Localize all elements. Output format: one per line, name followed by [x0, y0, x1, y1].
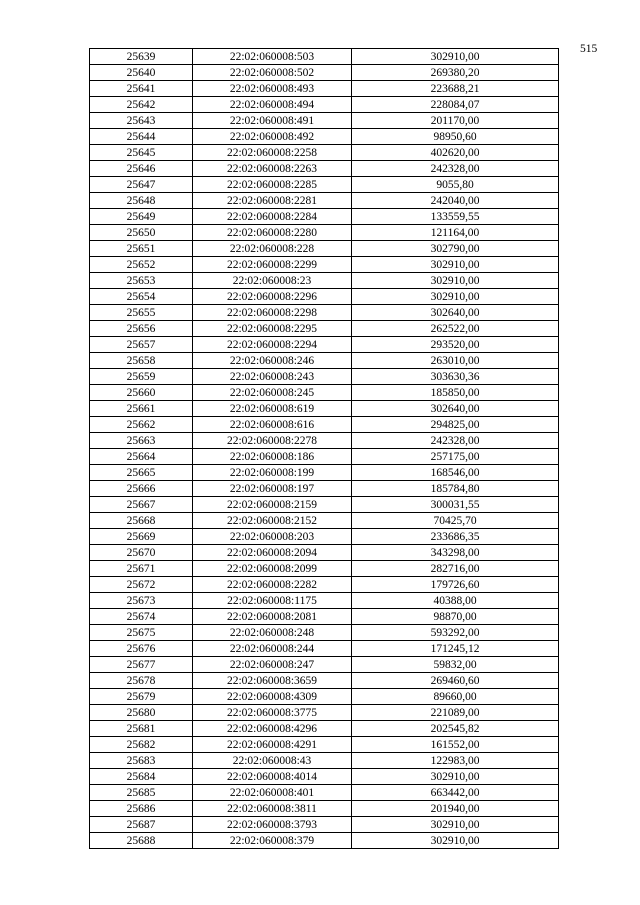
cadastral-number-cell: 22:02:060008:4309 — [193, 689, 352, 705]
table-row — [90, 113, 559, 129]
page-number: 515 — [580, 43, 598, 55]
row-number-cell: 25640 — [90, 65, 193, 81]
cadastral-value-cell: 201940,00 — [352, 801, 559, 817]
cadastral-value-cell: 89660,00 — [352, 689, 559, 705]
row-number-cell: 25647 — [90, 177, 193, 193]
row-number-cell: 25670 — [90, 545, 193, 561]
cadastral-number-cell: 22:02:060008:23 — [193, 273, 352, 289]
table-row — [90, 369, 559, 385]
cadastral-number-cell: 22:02:060008:228 — [193, 241, 352, 257]
cadastral-number-cell: 22:02:060008:186 — [193, 449, 352, 465]
table-row — [90, 193, 559, 209]
cadastral-value-cell: 179726,60 — [352, 577, 559, 593]
row-number-cell: 25685 — [90, 785, 193, 801]
table-row — [90, 401, 559, 417]
row-number-cell: 25667 — [90, 497, 193, 513]
row-number-cell: 25677 — [90, 657, 193, 673]
table-row — [90, 753, 559, 769]
table-row — [90, 481, 559, 497]
row-number-cell: 25666 — [90, 481, 193, 497]
row-number-cell: 25641 — [90, 81, 193, 97]
row-number-cell: 25644 — [90, 129, 193, 145]
table-row — [90, 625, 559, 641]
row-number-cell: 25651 — [90, 241, 193, 257]
cadastral-value-cell: 242040,00 — [352, 193, 559, 209]
table-row — [90, 769, 559, 785]
row-number-cell: 25648 — [90, 193, 193, 209]
cadastral-number-cell: 22:02:060008:2294 — [193, 337, 352, 353]
cadastral-value-cell: 70425,70 — [352, 513, 559, 529]
table-row — [90, 225, 559, 241]
row-number-cell: 25653 — [90, 273, 193, 289]
table-row — [90, 49, 559, 65]
row-number-cell: 25678 — [90, 673, 193, 689]
row-number-cell: 25668 — [90, 513, 193, 529]
row-number-cell: 25679 — [90, 689, 193, 705]
cadastral-number-cell: 22:02:060008:2152 — [193, 513, 352, 529]
row-number-cell: 25658 — [90, 353, 193, 369]
row-number-cell: 25639 — [90, 49, 193, 65]
row-number-cell: 25652 — [90, 257, 193, 273]
cadastral-value-cell: 300031,55 — [352, 497, 559, 513]
table-row — [90, 241, 559, 257]
table-row — [90, 801, 559, 817]
cadastral-number-cell: 22:02:060008:2299 — [193, 257, 352, 273]
row-number-cell: 25663 — [90, 433, 193, 449]
cadastral-value-cell: 201170,00 — [352, 113, 559, 129]
cadastral-value-cell: 402620,00 — [352, 145, 559, 161]
row-number-cell: 25661 — [90, 401, 193, 417]
cadastral-value-cell: 282716,00 — [352, 561, 559, 577]
cadastral-number-cell: 22:02:060008:379 — [193, 833, 352, 849]
row-number-cell: 25671 — [90, 561, 193, 577]
table-row — [90, 561, 559, 577]
cadastral-value-cell: 593292,00 — [352, 625, 559, 641]
row-number-cell: 25672 — [90, 577, 193, 593]
cadastral-number-cell: 22:02:060008:3659 — [193, 673, 352, 689]
cadastral-number-cell: 22:02:060008:2159 — [193, 497, 352, 513]
cadastral-number-cell: 22:02:060008:2285 — [193, 177, 352, 193]
cadastral-value-cell: 302910,00 — [352, 49, 559, 65]
table-row — [90, 321, 559, 337]
cadastral-number-cell: 22:02:060008:2263 — [193, 161, 352, 177]
row-number-cell: 25650 — [90, 225, 193, 241]
table-row — [90, 129, 559, 145]
row-number-cell: 25688 — [90, 833, 193, 849]
cadastral-value-cell: 98870,00 — [352, 609, 559, 625]
row-number-cell: 25662 — [90, 417, 193, 433]
cadastral-value-cell: 133559,55 — [352, 209, 559, 225]
cadastral-number-cell: 22:02:060008:246 — [193, 353, 352, 369]
cadastral-value-cell: 233686,35 — [352, 529, 559, 545]
table-row — [90, 609, 559, 625]
row-number-cell: 25656 — [90, 321, 193, 337]
row-number-cell: 25681 — [90, 721, 193, 737]
table-row — [90, 529, 559, 545]
table-row — [90, 65, 559, 81]
cadastral-number-cell: 22:02:060008:2081 — [193, 609, 352, 625]
row-number-cell: 25645 — [90, 145, 193, 161]
table-row — [90, 737, 559, 753]
cadastral-number-cell: 22:02:060008:491 — [193, 113, 352, 129]
row-number-cell: 25657 — [90, 337, 193, 353]
table-row — [90, 433, 559, 449]
cadastral-value-cell: 294825,00 — [352, 417, 559, 433]
cadastral-value-cell: 269460,60 — [352, 673, 559, 689]
row-number-cell: 25686 — [90, 801, 193, 817]
row-number-cell: 25683 — [90, 753, 193, 769]
cadastral-number-cell: 22:02:060008:248 — [193, 625, 352, 641]
cadastral-number-cell: 22:02:060008:401 — [193, 785, 352, 801]
table-row — [90, 273, 559, 289]
table-row — [90, 209, 559, 225]
table-row — [90, 289, 559, 305]
row-number-cell: 25642 — [90, 97, 193, 113]
cadastral-number-cell: 22:02:060008:4014 — [193, 769, 352, 785]
cadastral-number-cell: 22:02:060008:494 — [193, 97, 352, 113]
cadastral-number-cell: 22:02:060008:3775 — [193, 705, 352, 721]
table-row — [90, 337, 559, 353]
table-row — [90, 785, 559, 801]
cadastral-number-cell: 22:02:060008:199 — [193, 465, 352, 481]
cadastral-value-cell: 269380,20 — [352, 65, 559, 81]
table-row — [90, 257, 559, 273]
row-number-cell: 25684 — [90, 769, 193, 785]
row-number-cell: 25643 — [90, 113, 193, 129]
cadastral-number-cell: 22:02:060008:2281 — [193, 193, 352, 209]
cadastral-number-cell: 22:02:060008:245 — [193, 385, 352, 401]
cadastral-value-cell: 302910,00 — [352, 769, 559, 785]
cadastral-number-cell: 22:02:060008:3793 — [193, 817, 352, 833]
cadastral-value-cell: 293520,00 — [352, 337, 559, 353]
cadastral-value-cell: 302790,00 — [352, 241, 559, 257]
cadastral-number-cell: 22:02:060008:43 — [193, 753, 352, 769]
cadastral-number-cell: 22:02:060008:503 — [193, 49, 352, 65]
cadastral-number-cell: 22:02:060008:2258 — [193, 145, 352, 161]
cadastral-number-cell: 22:02:060008:2280 — [193, 225, 352, 241]
row-number-cell: 25659 — [90, 369, 193, 385]
cadastral-number-cell: 22:02:060008:2282 — [193, 577, 352, 593]
row-number-cell: 25655 — [90, 305, 193, 321]
row-number-cell: 25646 — [90, 161, 193, 177]
table-row — [90, 673, 559, 689]
row-number-cell: 25649 — [90, 209, 193, 225]
cadastral-number-cell: 22:02:060008:2295 — [193, 321, 352, 337]
cadastral-number-cell: 22:02:060008:2298 — [193, 305, 352, 321]
table-row — [90, 385, 559, 401]
cadastral-value-cell: 663442,00 — [352, 785, 559, 801]
cadastral-value-cell: 302640,00 — [352, 401, 559, 417]
cadastral-number-cell: 22:02:060008:2094 — [193, 545, 352, 561]
table-row — [90, 177, 559, 193]
cadastral-value-cell: 242328,00 — [352, 161, 559, 177]
cadastral-number-cell: 22:02:060008:616 — [193, 417, 352, 433]
row-number-cell: 25680 — [90, 705, 193, 721]
table-row — [90, 465, 559, 481]
cadastral-value-cell: 185850,00 — [352, 385, 559, 401]
cadastral-value-cell: 262522,00 — [352, 321, 559, 337]
row-number-cell: 25676 — [90, 641, 193, 657]
table-row — [90, 161, 559, 177]
table-row — [90, 417, 559, 433]
cadastral-number-cell: 22:02:060008:2099 — [193, 561, 352, 577]
row-number-cell: 25673 — [90, 593, 193, 609]
row-number-cell: 25664 — [90, 449, 193, 465]
row-number-cell: 25675 — [90, 625, 193, 641]
row-number-cell: 25682 — [90, 737, 193, 753]
cadastral-value-cell: 302910,00 — [352, 273, 559, 289]
table-body — [90, 49, 559, 849]
table-row — [90, 513, 559, 529]
cadastral-value-cell: 171245,12 — [352, 641, 559, 657]
cadastral-value-cell: 228084,07 — [352, 97, 559, 113]
table-row — [90, 817, 559, 833]
cadastral-value-cell: 302910,00 — [352, 817, 559, 833]
table-row — [90, 97, 559, 113]
row-number-cell: 25660 — [90, 385, 193, 401]
cadastral-number-cell: 22:02:060008:2296 — [193, 289, 352, 305]
table-row — [90, 305, 559, 321]
table-row — [90, 721, 559, 737]
cadastral-value-cell: 40388,00 — [352, 593, 559, 609]
cadastral-value-cell: 303630,36 — [352, 369, 559, 385]
table-row — [90, 145, 559, 161]
cadastral-value-cell: 302640,00 — [352, 305, 559, 321]
cadastral-value-cell: 302910,00 — [352, 833, 559, 849]
table-row — [90, 689, 559, 705]
row-number-cell: 25674 — [90, 609, 193, 625]
cadastral-value-cell: 343298,00 — [352, 545, 559, 561]
cadastral-value-table — [89, 48, 559, 849]
cadastral-number-cell: 22:02:060008:203 — [193, 529, 352, 545]
cadastral-number-cell: 22:02:060008:247 — [193, 657, 352, 673]
table-row — [90, 705, 559, 721]
cadastral-value-cell: 242328,00 — [352, 433, 559, 449]
row-number-cell: 25665 — [90, 465, 193, 481]
cadastral-value-cell: 221089,00 — [352, 705, 559, 721]
cadastral-value-cell: 263010,00 — [352, 353, 559, 369]
cadastral-number-cell: 22:02:060008:619 — [193, 401, 352, 417]
cadastral-number-cell: 22:02:060008:197 — [193, 481, 352, 497]
table-row — [90, 449, 559, 465]
row-number-cell: 25654 — [90, 289, 193, 305]
table-row — [90, 577, 559, 593]
cadastral-value-cell: 302910,00 — [352, 257, 559, 273]
table-row — [90, 641, 559, 657]
cadastral-value-cell: 122983,00 — [352, 753, 559, 769]
cadastral-number-cell: 22:02:060008:1175 — [193, 593, 352, 609]
cadastral-value-cell: 161552,00 — [352, 737, 559, 753]
table-row — [90, 593, 559, 609]
cadastral-value-cell: 302910,00 — [352, 289, 559, 305]
table-row — [90, 81, 559, 97]
cadastral-number-cell: 22:02:060008:492 — [193, 129, 352, 145]
cadastral-value-cell: 257175,00 — [352, 449, 559, 465]
table-row — [90, 657, 559, 673]
table-row — [90, 833, 559, 849]
cadastral-number-cell: 22:02:060008:4291 — [193, 737, 352, 753]
cadastral-value-cell: 121164,00 — [352, 225, 559, 241]
cadastral-value-cell: 59832,00 — [352, 657, 559, 673]
cadastral-value-cell: 202545,82 — [352, 721, 559, 737]
table-row — [90, 545, 559, 561]
row-number-cell: 25687 — [90, 817, 193, 833]
cadastral-number-cell: 22:02:060008:502 — [193, 65, 352, 81]
cadastral-number-cell: 22:02:060008:4296 — [193, 721, 352, 737]
cadastral-number-cell: 22:02:060008:244 — [193, 641, 352, 657]
cadastral-value-cell: 98950,60 — [352, 129, 559, 145]
cadastral-number-cell: 22:02:060008:3811 — [193, 801, 352, 817]
row-number-cell: 25669 — [90, 529, 193, 545]
cadastral-value-cell: 185784,80 — [352, 481, 559, 497]
cadastral-number-cell: 22:02:060008:243 — [193, 369, 352, 385]
cadastral-value-cell: 168546,00 — [352, 465, 559, 481]
table-row — [90, 353, 559, 369]
cadastral-value-cell: 9055,80 — [352, 177, 559, 193]
cadastral-value-cell: 223688,21 — [352, 81, 559, 97]
cadastral-number-cell: 22:02:060008:493 — [193, 81, 352, 97]
cadastral-number-cell: 22:02:060008:2278 — [193, 433, 352, 449]
cadastral-number-cell: 22:02:060008:2284 — [193, 209, 352, 225]
table-row — [90, 497, 559, 513]
